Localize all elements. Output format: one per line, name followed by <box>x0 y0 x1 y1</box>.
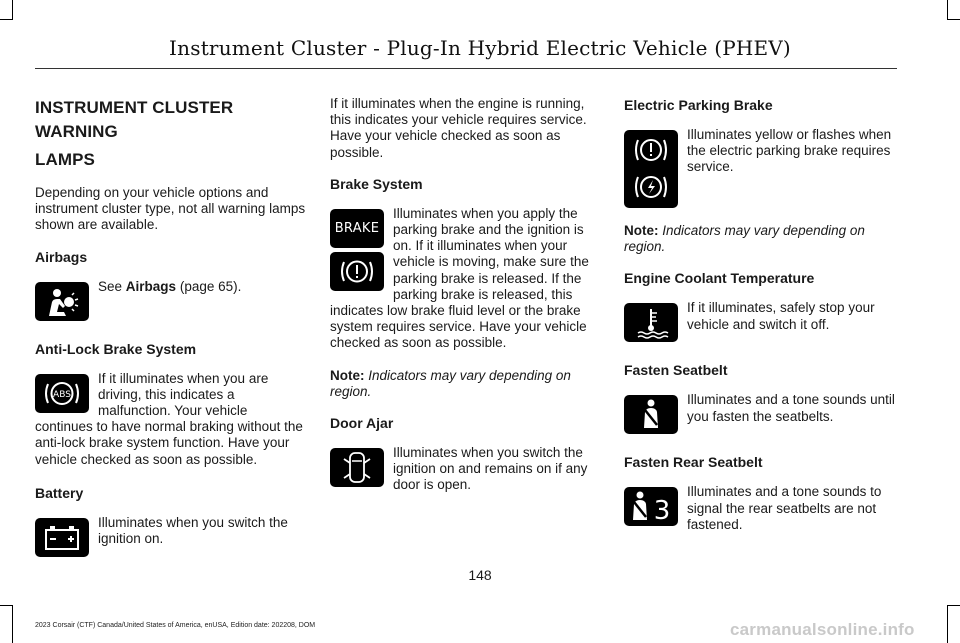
crop-mark-bottom-right-h <box>947 605 960 606</box>
coolant-heading: Engine Coolant Temperature <box>624 270 815 287</box>
abs-warning-icon <box>35 374 89 413</box>
chapter-title: Instrument Cluster - Plug-In Hybrid Electric Vehicle (PHEV) <box>169 36 791 60</box>
rear-seatbelt-heading: Fasten Rear Seatbelt <box>624 454 763 471</box>
battery-text: Illuminates when you switch the ignition on. <box>98 514 288 547</box>
watermark: carmanualsonline.info <box>730 620 915 639</box>
door-ajar-text: Illuminates when you switch the ignition on and remains on if any door is open. <box>393 445 588 493</box>
seatbelt-heading: Fasten Seatbelt <box>624 362 728 379</box>
seatbelt-text: Illuminates and a tone sounds until you fasten the seatbelts. <box>687 392 895 424</box>
epb-heading: Electric Parking Brake <box>624 97 773 113</box>
page-number: 148 <box>468 567 492 583</box>
epb-entry <box>624 127 896 211</box>
airbags-heading: Airbags <box>35 248 88 265</box>
svg-text:3: 3 <box>653 496 671 527</box>
seatbelt-entry <box>624 392 896 437</box>
abs-text: If it illuminates when you are driving, this indicates a malfunction. Your vehicle continues to have normal braking without the anti-lock brake system function. Have your vehicle checked as soon as possible. <box>35 370 303 467</box>
door-ajar-icon <box>330 448 384 487</box>
coolant-entry <box>624 300 896 345</box>
crop-mark-top-left-v <box>12 0 13 20</box>
crop-mark-bottom-left-h <box>0 605 13 606</box>
crop-mark-top-right-h <box>947 19 960 20</box>
abs-heading: Anti-Lock Brake System <box>35 340 197 357</box>
intro-text: Depending on your vehicle options and instrument cluster type, not all warning lamps shown are available. <box>35 185 306 233</box>
brake-note: Note: Indicators may vary depending on region. <box>330 367 571 399</box>
title-divider <box>35 68 897 69</box>
airbags-text: See Airbags (page 65). <box>98 278 242 294</box>
electric-parking-brake-icon <box>624 130 678 208</box>
continuation-text: If it illuminates when the engine is running, this indicates your vehicle requires service. Have your vehicle checked as soon as possible. <box>330 96 587 160</box>
coolant-temperature-icon <box>624 303 678 342</box>
battery-entry <box>35 515 307 560</box>
battery-heading: Battery <box>35 484 84 501</box>
brake-text-icon: BRAKE <box>330 209 384 248</box>
column-right <box>624 96 896 549</box>
rear-seatbelt-icon <box>624 487 678 526</box>
crop-mark-top-left-h <box>0 19 13 20</box>
section-heading <box>35 96 307 172</box>
door-ajar-entry <box>330 445 602 494</box>
rear-seatbelt-entry <box>624 484 896 533</box>
airbag-warning-icon <box>35 282 89 321</box>
door-ajar-heading: Door Ajar <box>330 415 394 432</box>
brake-system-heading: Brake System <box>330 175 423 192</box>
section-heading-line1: INSTRUMENT CLUSTER WARNING <box>35 98 234 141</box>
column-left <box>35 96 307 576</box>
section-heading-line2: LAMPS <box>35 150 95 169</box>
battery-warning-icon <box>35 518 89 557</box>
coolant-text: If it illuminates, safely stop your vehicle and switch it off. <box>687 300 875 332</box>
column-middle <box>330 96 602 510</box>
brake-system-entry <box>330 206 602 352</box>
airbags-entry <box>35 279 307 324</box>
brake-warning-icon <box>330 252 384 291</box>
seatbelt-icon <box>624 395 678 434</box>
airbags-link[interactable]: Airbags <box>125 278 177 294</box>
brake-system-text: Illuminates when you apply the parking brake and the ignition is on. If it illuminates when your vehicle is moving, make sure the parking brake is released. If the parking brake is released, this indicates low brake fluid level or the brake system requires service. Have your vehicle checked as soon as possible. <box>330 205 589 351</box>
crop-mark-top-right-v <box>947 0 948 20</box>
footer-edition-text: 2023 Corsair (CTF) Canada/United States of America, enUSA, Edition date: 202208, DOM <box>35 622 316 629</box>
epb-text: Illuminates yellow or flashes when the electric parking brake requires service. <box>687 127 892 175</box>
abs-entry <box>35 371 307 468</box>
crop-mark-bottom-left-v <box>12 605 13 643</box>
crop-mark-bottom-right-v <box>947 605 948 643</box>
rear-seatbelt-text: Illuminates and a tone sounds to signal the rear seatbelts are not fastened. <box>687 484 882 532</box>
svg-text:ABS: ABS <box>53 389 71 400</box>
epb-note: Note: Indicators may vary depending on region. <box>624 223 865 255</box>
